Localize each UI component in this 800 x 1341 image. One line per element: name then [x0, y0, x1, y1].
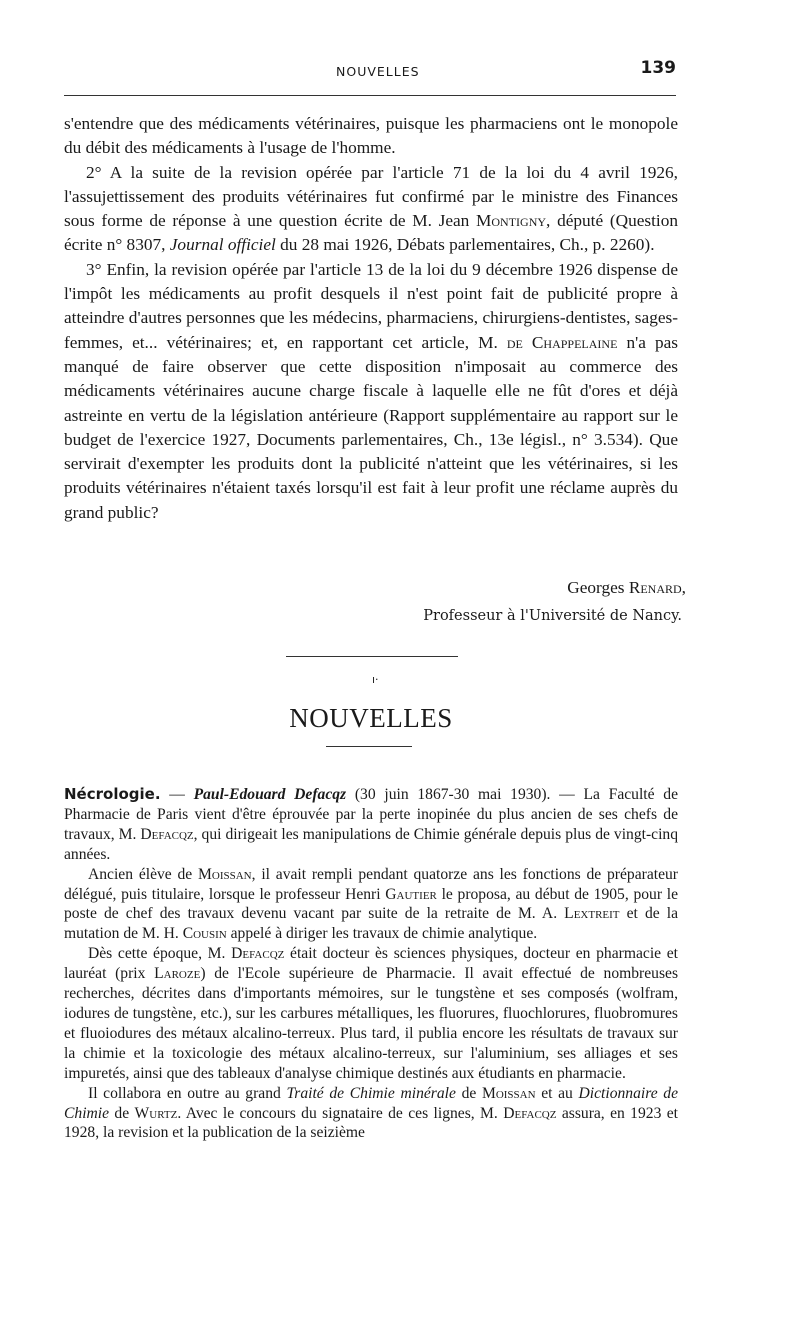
- signature-name: Georges Renard,: [567, 578, 686, 597]
- divider-mark: ı·: [372, 673, 379, 686]
- section-title: NOUVELLES: [289, 703, 453, 733]
- paragraph: Il collabora en outre au grand Traité de Chimie minérale de Moissan et au Dictionnaire de Chimie de Wurtz. Avec le concours du signataire de ces lignes, M. Defacqz assura, en 1923 et 1928, la revision et la publication de la seizième: [64, 1084, 679, 1142]
- prize-name: Laroze: [154, 965, 201, 983]
- section-separator: [286, 656, 458, 657]
- person-name: Cousin: [182, 925, 227, 943]
- person-name: de Chappelaine: [506, 332, 618, 352]
- page-number: 139: [640, 58, 676, 78]
- page-header: [64, 58, 676, 82]
- paragraph: 2° A la suite de la revision opérée par l'article 71 de la loi du 4 avril 1926, l'assujettissement des produits vétérinaires fut confirmé par le ministre des Finances sous forme de réponse à une question écrite de M. Jean Montigny, député (Question écrite n° 8307, Journal officiel du 28 mai 1926, Débats parlementaires, Ch., p. 2260).: [64, 162, 678, 255]
- header-rule: [64, 95, 676, 96]
- lower-text-block: [64, 785, 678, 1143]
- person-name: Paul-Edouard Defacqz: [193, 786, 347, 803]
- paragraph: 3° Enfin, la revision opérée par l'article 13 de la loi du 9 décembre 1926 dispense de l'impôt les médicaments au profit desquels il n'est point fait de publicité propre à atteindre d'autres personnes que les médecins, pharmaciens, chirurgiens-dentistes, sages-femmes, et... vétérinaires; et, en rapportant cet article, M. de Chappelaine n'a pas manqué de faire observer que cette disposition n'imposait au commerce des médicaments vétérinaires aucune charge fiscale à laquelle elle ne fût d'ores et déjà astreinte en vertu de la législation antérieure (Rapport supplémentaire au rapport sur le budget de l'exercice 1927, Documents parlementaires, Ch., 13e législ., n° 3.534). Que servirait d'exempter les produits dont la publicité n'atteint que les vétérinaires, si les produits vétérinaires n'étaient taxés lorsqu'il est fait à leur profit une réclame auprès du grand public?: [64, 259, 678, 522]
- publication-title: Dictionnaire de Chimie: [64, 1084, 679, 1122]
- paragraph: Ancien élève de Moissan, il avait rempli pendant quatorze ans les fonctions de préparateur délégué, puis titulaire, lorsque le professeur Henri Gautier le proposa, au début de 1905, pour le poste de chef des travaux devenu vacant par suite de la retraite de M. A. Lextreit et de la mutation de M. H. Cousin appelé à diriger les travaux de chimie analytique.: [64, 865, 678, 943]
- person-name: Moissan: [481, 1084, 536, 1102]
- person-name: Moissan: [198, 865, 252, 883]
- person-name: Gautier: [385, 885, 437, 903]
- person-name: Lextreit: [564, 905, 620, 923]
- running-head: NOUVELLES: [336, 64, 420, 79]
- person-name: Defacqz: [140, 825, 194, 843]
- rubric-heading: Nécrologie.: [64, 785, 161, 803]
- publication-title: Journal officiel: [169, 235, 276, 255]
- person-name: Defacqz: [503, 1104, 557, 1122]
- paragraph: Nécrologie. — Paul-Edouard Defacqz (30 juin 1867-30 mai 1930). — La Faculté de Pharmacie de Paris vient d'être éprouvée par la perte inopinée du plus ancien de ses chefs de travaux, M. Defacqz, qui dirigeait les manipulations de Chimie générale depuis plus de vingt-cinq années.: [64, 785, 679, 863]
- paragraph: Dès cette époque, M. Defacqz était docteur ès sciences physiques, docteur en pharmacie et lauréat (prix Laroze) de l'Ecole supérieure de Pharmacie. Il avait effectué de nombreuses recherches, décrites dans d'importants mémoires, sur le tungstène et ses composés (wolfram, iodures de tungstène, etc.), sur les carbures métalliques, les fluorures, fluochlorures, fluobromures et fluoiodures des métaux alcalino-terreux. Plus tard, il publia encore les résultats de travaux sur la chimie et la toxicologie des métaux alcalino-terreux, sur l'aluminium, ses alliages et ses impuretés, ainsi que des tableaux d'analyse chimique destinés aux étudiants en pharmacie.: [64, 945, 679, 1082]
- person-name: Montigny: [476, 211, 547, 231]
- title-underline: [326, 746, 412, 747]
- publication-title: Traité de Chimie minérale: [286, 1084, 456, 1102]
- signature-affiliation: Professeur à l'Université de Nancy.: [423, 608, 682, 624]
- person-name: Defacqz: [231, 945, 285, 963]
- person-name: Wurtz: [134, 1104, 178, 1122]
- paragraph: s'entendre que des médicaments vétérinaires, puisque les pharmaciens ont le monopole du débit des médicaments à l'usage de l'homme.: [64, 114, 678, 158]
- upper-text-block: [64, 112, 678, 525]
